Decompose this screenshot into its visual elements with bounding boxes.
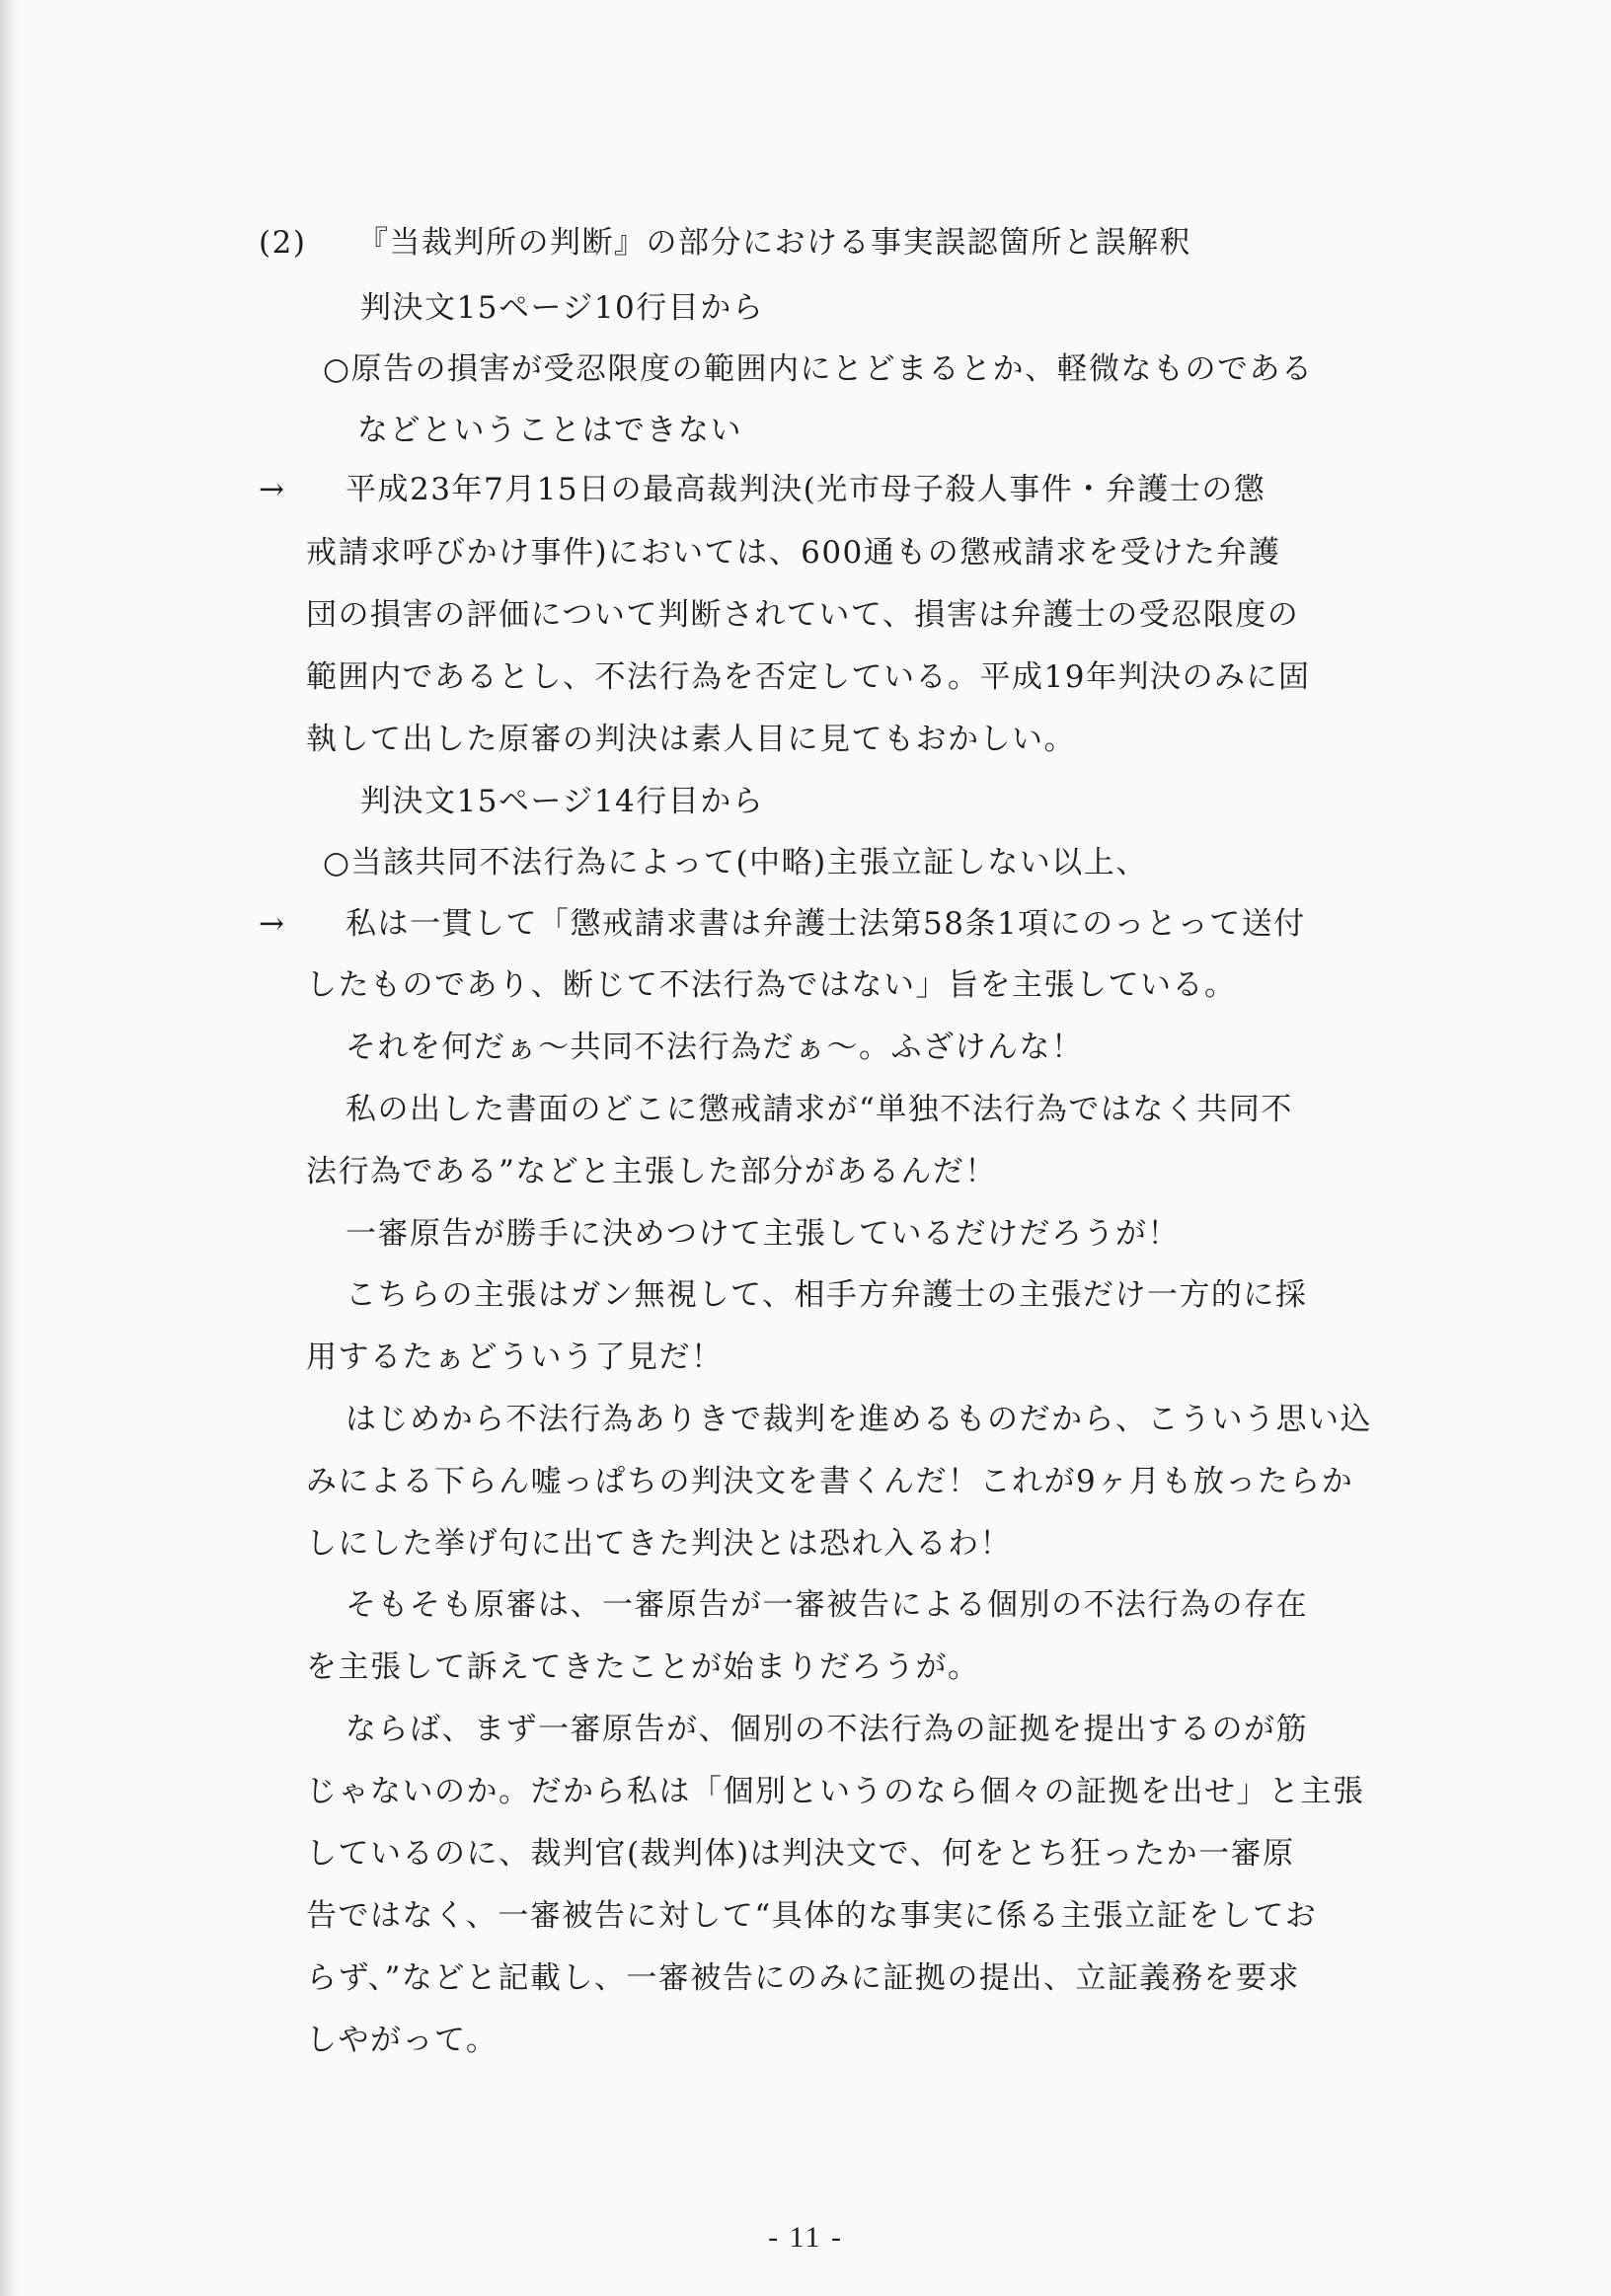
paragraph-line: 執して出した原審の判決は素人目に見てもおかしい。 [306, 722, 1076, 757]
rebuttal-arrow: → [259, 906, 284, 942]
judgment-reference: 判決文15ページ14行目から [360, 784, 765, 819]
paragraph-line: みによる下らん嘘っぱちの判決文を書くんだ！これが9ヶ月も放ったらか [306, 1464, 1354, 1499]
paragraph-line: はじめから不法行為ありきで裁判を進めるものだから、こういう思い込 [345, 1402, 1372, 1437]
paragraph-line: しやがって。 [306, 2023, 499, 2058]
paragraph-line: こちらの主張はガン無視して、相手方弁護士の主張だけ一方的に採 [345, 1277, 1308, 1313]
paragraph-line: それを何だぁ～共同不法行為だぁ～。ふざけんな！ [345, 1030, 1084, 1065]
paragraph-line: じゃないのか。だから私は「個別というのなら個々の証拠を出せ」と主張 [306, 1774, 1365, 1809]
rebuttal-arrow: → [259, 472, 284, 507]
paragraph-line: 用するたぁどういう了見だ！ [306, 1339, 724, 1375]
quoted-passage-line: ○原告の損害が受忍限度の範囲内にとどまるとか、軽微なものである [323, 351, 1314, 387]
paragraph-line: 告ではなく、一審被告に対して“具体的な事実に係る主張立証をしてお [306, 1898, 1318, 1934]
paragraph-line: 私の出した書面のどこに懲戒請求が“単独不法行為ではなく共同不 [345, 1092, 1293, 1127]
paragraph-line: 範囲内であるとし、不法行為を否定している。平成19年判決のみに固 [306, 659, 1311, 695]
paragraph-line: らず、”などと記載し、一審被告にのみに証拠の提出、立証義務を要求 [306, 1960, 1300, 1996]
judgment-reference: 判決文15ページ10行目から [360, 290, 765, 326]
page-number: - 11 - [768, 2221, 843, 2254]
quoted-passage-line: などということはできない [357, 413, 742, 448]
paragraph-line: ならば、まず一審原告が、個別の不法行為の証拠を提出するのが筋 [345, 1712, 1308, 1747]
paragraph-line: 一審原告が勝手に決めつけて主張しているだけだろうが！ [345, 1216, 1180, 1252]
paragraph-line: 私は一貫して「懲戒請求書は弁護士法第58条1項にのっとって送付 [345, 906, 1306, 942]
paragraph-line: 法行為である”などと主張した部分があるんだ！ [306, 1154, 997, 1189]
paragraph-line: を主張して訴えてきたことが始まりだろうが。 [306, 1649, 980, 1685]
paragraph-line: したものであり、断じて不法行為ではない」旨を主張している。 [306, 967, 1237, 1003]
paragraph-line: 平成23年7月15日の最高裁判決(光市母子殺人事件・弁護士の懲 [345, 472, 1266, 507]
paragraph-line: 団の損害の評価について判断されていて、損害は弁護士の受忍限度の [306, 597, 1300, 633]
scan-edge-shadow [0, 0, 18, 2296]
paragraph-line: そもそも原審は、一審原告が一審被告による個別の不法行為の存在 [345, 1587, 1308, 1623]
paragraph-line: しにした挙げ句に出てきた判決とは恐れ入るわ！ [306, 1526, 1012, 1562]
section-heading: 『当裁判所の判断』の部分における事実誤認箇所と誤解釈 [357, 225, 1191, 261]
paragraph-line: しているのに、裁判官(裁判体)は判決文で、何をとち狂ったか一審原 [306, 1836, 1295, 1872]
quoted-passage-line: ○当該共同不法行為によって(中略)主張立証しない以上、 [323, 845, 1148, 880]
section-number: (2) [259, 225, 307, 261]
paragraph-line: 戒請求呼びかけ事件)においては、600通もの懲戒請求を受けた弁護 [306, 535, 1281, 571]
